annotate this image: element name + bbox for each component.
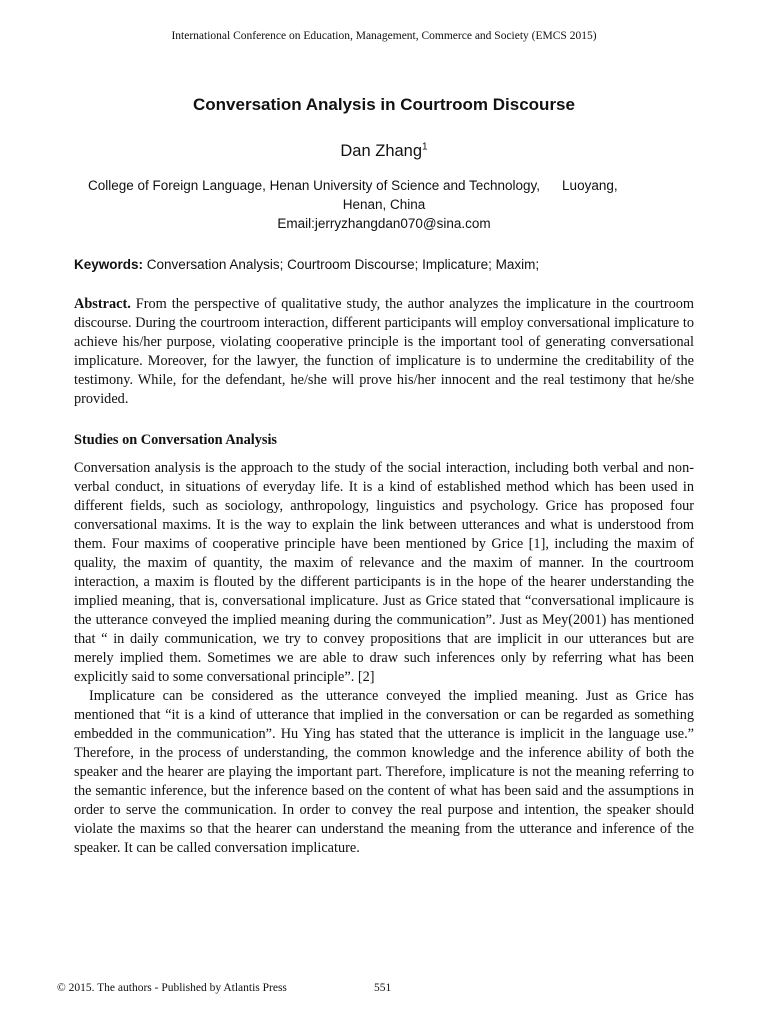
affiliation-block (74, 176, 694, 233)
page-number: 551 (374, 982, 392, 994)
running-head: International Conference on Education, Management, Commerce and Society (EMCS 2015) (171, 30, 597, 42)
affiliation-line-1 (74, 176, 694, 195)
affiliation-institution: College of Foreign Language, Henan University of Science and Technology, (88, 178, 541, 193)
abstract-text: From the perspective of qualitative study, the author analyzes the implicature in the courtroom discourse. During the courtroom interaction, different participants will employ conversational implicature to achieve his/her purpose, violating cooperative principle is the important tool of generating conversational implicature. Moreover, for the lawyer, the function of implicature is to undermine the creditability of the testimony. While, for the defendant, he/she will prove his/her innocent and the real testimony that he/she provided. (74, 296, 694, 407)
author-line (0, 140, 768, 162)
keywords-line (74, 256, 694, 274)
section-body (74, 459, 694, 858)
section-heading: Studies on Conversation Analysis (74, 432, 277, 448)
affiliation-line-2: Henan, China (342, 197, 426, 212)
body-paragraph-2: Implicature can be considered as the utterance conveyed the implied meaning. Just as Grice has mentioned that “it is a kind of utterance that implied in the conversation or can be regarded as something embedded in the communication”. Hu Ying has stated that the utterance is implicit in the language use.” Therefore, in the process of understanding, the common knowledge and the inference ability of both the speaker and the hearer are playing the important part. Therefore, implicature is not the meaning referring to the semantic inference, but the inference based on the content of what has been said and the assumptions in order to serve the communication. In order to convey the real purpose and intention, the speaker should violate the maxims so that the hearer can understand the meaning from the utterance and inference of the speaker. It can be called conversation implicature. (74, 688, 694, 856)
paper-title: Conversation Analysis in Courtroom Discourse (193, 95, 575, 114)
keywords-text: Conversation Analysis; Courtroom Discourse; Implicature; Maxim; (146, 257, 540, 272)
author-name: Dan Zhang (340, 142, 423, 160)
affiliation-city: Luoyang, (562, 178, 618, 193)
body-paragraph-1: Conversation analysis is the approach to the study of the social interaction, including both verbal and non-verbal conduct, in situations of everyday life. It is a kind of established method which has been used in different fields, such as sociology, anthropology, linguistics and psychology. Grice has proposed four conversational maxims. It is the way to explain the link between utterances and what is understood from them. Four maxims of cooperative principle have been mentioned by Grice [1], including the maxim of quality, the maxim of quantity, the maxim of relevance and the maxim of manner. In the courtroom interaction, a maxim is flouted by the different participants is in the hope of the hearer understanding the implied meaning, that is, conversational implicature. Just as Grice stated that “conversational implicaure is the utterance conveyed the implied meaning during the communication”. Just as Mey(2001) has mentioned that “ in daily communication, we try to convey propositions that are implicit in our utterances but are merely implied them. Sometimes we are able to draw such inferences only by referring what has been explicitly said to some conversational principle”. [2] (74, 460, 694, 685)
abstract-label: Abstract. (74, 296, 131, 312)
keywords-label: Keywords: (74, 257, 144, 272)
abstract (74, 295, 694, 409)
author-superscript: 1 (422, 141, 428, 153)
footer-copyright: © 2015. The authors - Published by Atlantis Press (57, 982, 287, 994)
author-email: Email:jerryzhangdan070@sina.com (277, 216, 491, 231)
